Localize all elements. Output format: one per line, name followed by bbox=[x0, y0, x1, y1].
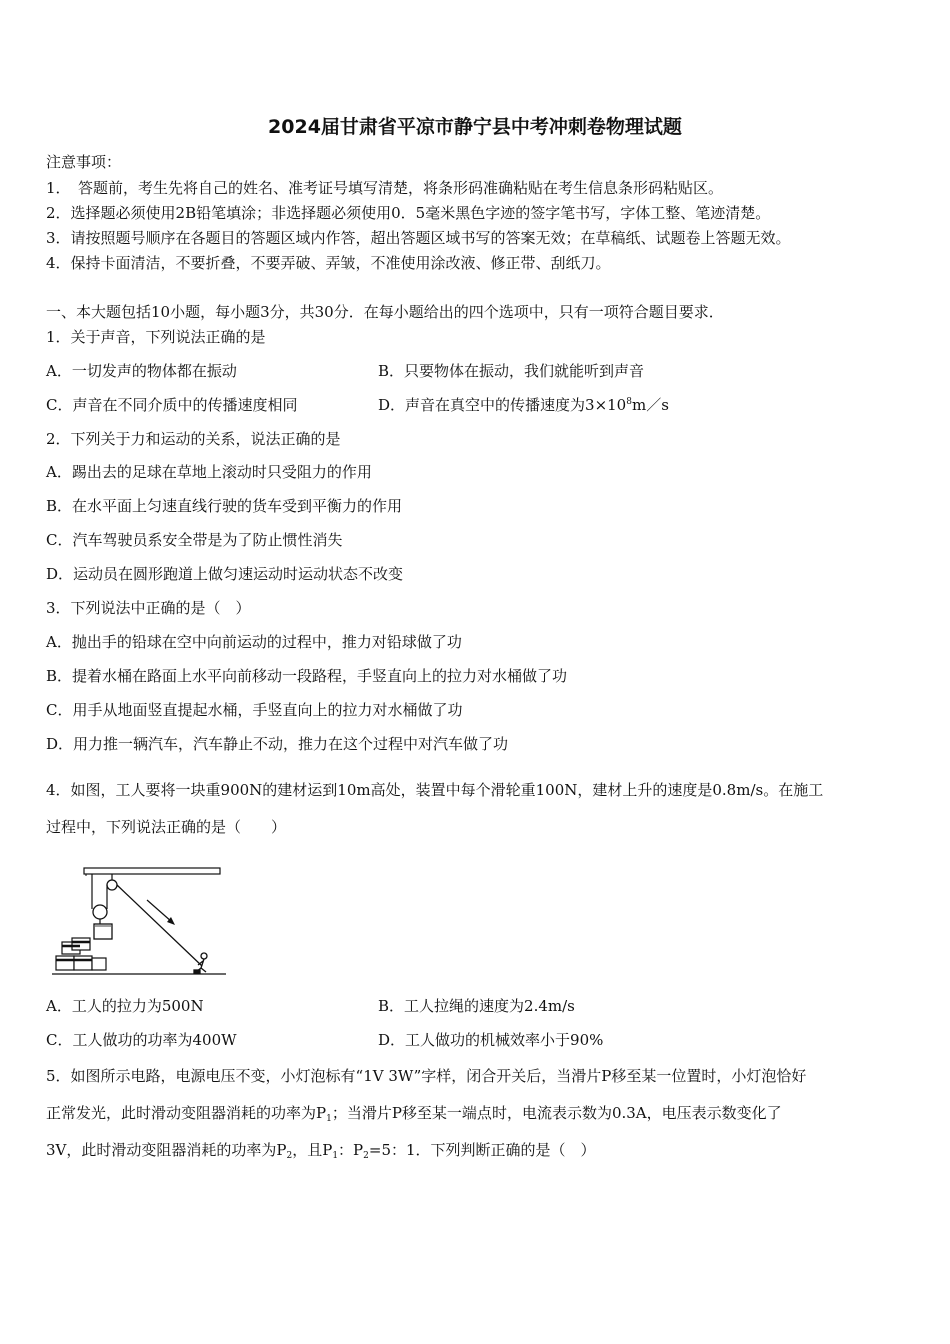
q1-option-a: A．一切发声的物体都在振动 bbox=[46, 362, 237, 380]
q2-option-c: C．汽车驾驶员系安全带是为了防止惯性消失 bbox=[46, 531, 343, 549]
q4-option-b: B．工人拉绳的速度为2.4m/s bbox=[378, 997, 575, 1015]
ceiling-beam bbox=[84, 868, 220, 874]
q2-stem: 2．下列关于力和运动的关系，说法正确的是 bbox=[46, 430, 341, 448]
q5-line3: 3V，此时滑动变阻器消耗的功率为$P_2$，且$P_1$：$P_2=5$：1．下列判断正确的是（ ） bbox=[46, 1141, 596, 1161]
notice-item-2: 2．选择题必须使用2B铅笔填涂；非选择题必须使用0．5毫米黑色字迹的签字笔书写，字体工整、笔迹清楚。 bbox=[46, 204, 771, 222]
q3-stem: 3．下列说法中正确的是（ ） bbox=[46, 599, 251, 617]
notice-heading: 注意事项： bbox=[46, 153, 122, 171]
notice-item-4: 4．保持卡面清洁，不要折叠，不要弄破、弄皱，不准使用涂改液、修正带、刮纸刀。 bbox=[46, 254, 611, 272]
q1-option-c: C．声音在不同介质中的传播速度相同 bbox=[46, 396, 298, 414]
pulley-figure bbox=[48, 862, 228, 984]
movable-pulley bbox=[93, 905, 107, 919]
q3-option-b: B．提着水桶在路面上水平向前移动一段路程，手竖直向上的拉力对水桶做了功 bbox=[46, 667, 568, 685]
q5-line2: 正常发光，此时滑动变阻器消耗的功率为$P_1$；当滑片P移至某一端点时，电流表示数为0.3A，电压表示数变化了 bbox=[46, 1104, 782, 1124]
q4-stem-line1: 4．如图，工人要将一块重900N的建材运到10m高处，装置中每个滑轮重100N，建材上升的速度是0.8m/s。在施工 bbox=[46, 781, 824, 799]
q2-option-d: D．运动员在圆形跑道上做匀速运动时运动状态不改变 bbox=[46, 565, 404, 583]
q1-option-d: D．声音在真空中的传播速度为$3\times 10^8m/s$ bbox=[378, 396, 669, 414]
notice-item-1: 1． 答题前，考生先将自己的姓名、准考证号填写清楚，将条形码准确粘贴在考生信息条形码粘贴区。 bbox=[46, 179, 724, 197]
q3-option-d: D．用力推一辆汽车，汽车静止不动，推力在这个过程中对汽车做了功 bbox=[46, 735, 509, 753]
worker-figure bbox=[194, 953, 207, 973]
q2-option-a: A．踢出去的足球在草地上滚动时只受阻力的作用 bbox=[46, 463, 372, 481]
page-title: 2024届甘肃省平凉市静宁县中考冲刺卷物理试题 bbox=[268, 116, 682, 138]
q3-option-c: C．用手从地面竖直提起水桶，手竖直向上的拉力对水桶做了功 bbox=[46, 701, 463, 719]
q2-option-b: B．在水平面上匀速直线行驶的货车受到平衡力的作用 bbox=[46, 497, 403, 515]
q4-option-d: D．工人做功的机械效率小于90% bbox=[378, 1031, 604, 1049]
q4-option-c: C．工人做功的功率为400W bbox=[46, 1031, 237, 1049]
q1-stem: 1．关于声音，下列说法正确的是 bbox=[46, 328, 266, 346]
notice-item-3: 3．请按照题号顺序在各题目的答题区域内作答，超出答题区域书写的答案无效；在草稿纸、试题卷上答题无效。 bbox=[46, 229, 791, 247]
q3-option-a: A．抛出手的铅球在空中向前运动的过程中，推力对铅球做了功 bbox=[46, 633, 462, 651]
q4-option-a: A．工人的拉力为500N bbox=[46, 997, 204, 1015]
brick-stack bbox=[56, 938, 106, 970]
q4-stem-line2: 过程中，下列说法正确的是（ ） bbox=[46, 818, 287, 836]
section-heading: 一、本大题包括10小题，每小题3分，共30分．在每小题给出的四个选项中，只有一项符合题目要求． bbox=[46, 303, 724, 321]
fixed-pulley bbox=[107, 880, 117, 890]
q1-option-b: B．只要物体在振动，我们就能听到声音 bbox=[378, 362, 645, 380]
q5-line1: 5．如图所示电路，电源电压不变，小灯泡标有“1V 3W”字样，闭合开关后，当滑片P移至某一位置时，小灯泡恰好 bbox=[46, 1067, 807, 1085]
